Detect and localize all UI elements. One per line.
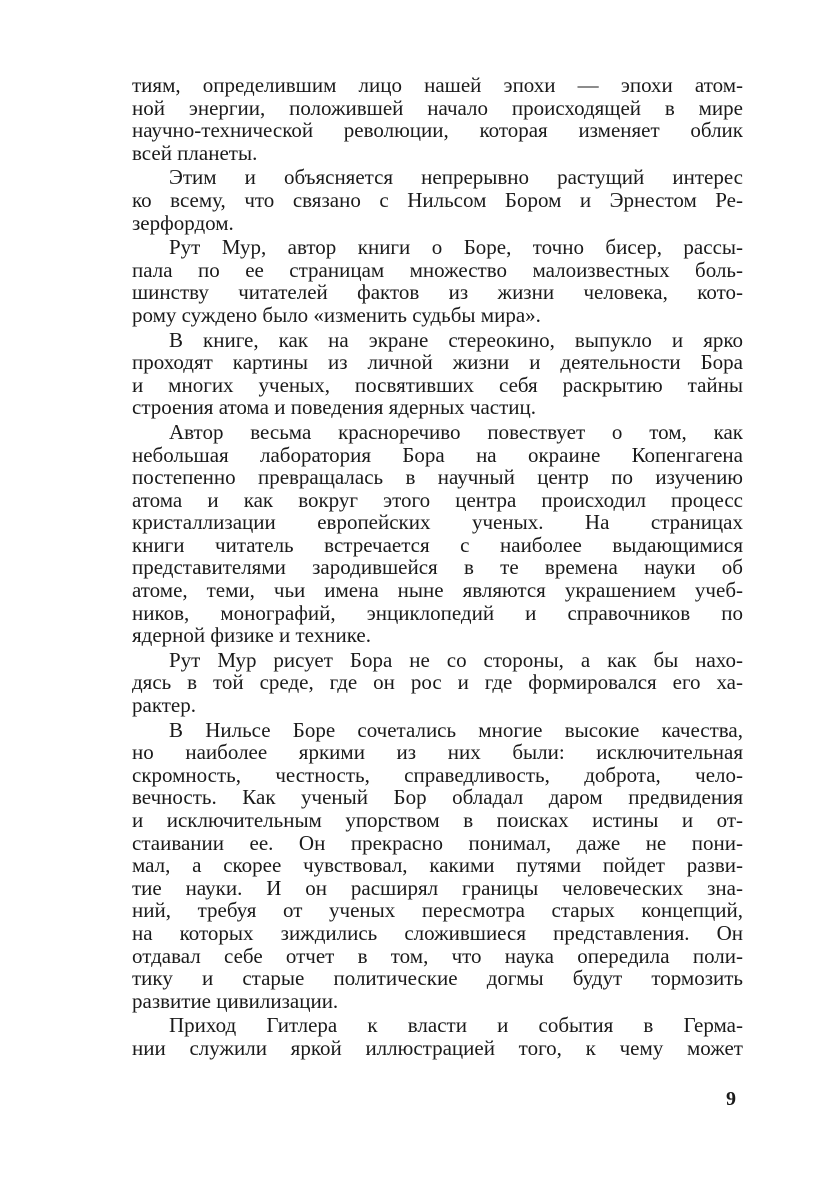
text-line: Этим и объясняется непрерывно растущий интерес	[169, 165, 743, 190]
text-line: и многих ученых, посвятивших себя раскрытию тайны	[132, 372, 743, 397]
text-line: небольшая лаборатория Бора на окраине Копенгагена	[132, 442, 743, 467]
page-body	[132, 74, 743, 1062]
text-line: ний, требуя от ученых пересмотра старых концепций,	[132, 898, 743, 923]
text-line: ядерной физике и технике.	[132, 623, 371, 648]
text-line: отдавал себе отчет в том, что наука опередила поли-	[132, 943, 743, 968]
text-line: шинству читателей фактов из жизни человека, кото-	[132, 280, 743, 305]
text-line: ной энергии, положившей начало происходящей в мире	[132, 95, 743, 120]
text-line: нии служили яркой иллюстрацией того, к чему может	[132, 1035, 743, 1060]
text-line: всей планеты.	[132, 140, 258, 165]
page-number: 9	[726, 1088, 736, 1110]
text-line: В Нильсе Боре сочетались многие высокие качества,	[169, 717, 743, 742]
text-line: вечность. Как ученый Бор обладал даром предвидения	[132, 785, 743, 810]
text-line: ников, монографий, энциклопедий и справочников по	[132, 600, 743, 625]
text-line: представителями зародившейся в те времена науки об	[132, 555, 743, 580]
text-line: Автор весьма красноречиво повествует о том, как	[169, 419, 743, 444]
text-line: В книге, как на экране стереокино, выпукло и ярко	[169, 327, 743, 352]
paragraph	[132, 649, 743, 717]
text-line: тие науки. И он расширял границы человеческих зна-	[132, 875, 743, 900]
paragraph	[132, 719, 743, 1013]
paragraph-continuation	[132, 74, 743, 164]
text-line: Приход Гитлера к власти и события в Герма-	[169, 1013, 743, 1038]
text-line: Рут Мур, автор книги о Боре, точно бисер, рассы-	[169, 235, 743, 260]
text-line: постепенно превращалась в научный центр по изучению	[132, 465, 743, 490]
text-line: и исключительным упорством в поисках истины и от-	[132, 808, 743, 832]
text-line: мал, а скорее чувствовал, какими путями пойдет разви-	[132, 853, 743, 878]
text-line: скромность, честность, справедливость, доброта, чело-	[132, 762, 743, 787]
text-line: проходят картины из личной жизни и деятельности Бора	[132, 350, 743, 375]
text-line: тиям, определившим лицо нашей эпохи — эпохи атом-	[132, 73, 743, 97]
text-line: рому суждено было «изменить судьбы мира».	[132, 302, 541, 327]
text-line: развитие цивилизации.	[132, 988, 339, 1013]
paragraph	[132, 329, 743, 419]
text-line: Рут Мур рисует Бора не со стороны, а как бы нахо-	[169, 647, 743, 672]
text-line: дясь в той среде, где он рос и где формировался его ха-	[132, 670, 743, 695]
text-line: строения атома и поведения ядерных частиц.	[132, 395, 537, 420]
text-line: книги читатель встречается с наиболее выдающимися	[132, 532, 743, 557]
text-line: на которых зиждились сложившиеся представления. Он	[132, 920, 743, 945]
text-line: пала по ее страницам множество малоизвестных боль-	[132, 257, 743, 282]
text-line: научно-технической революции, которая изменяет облик	[132, 118, 743, 143]
paragraph	[132, 236, 743, 326]
paragraph	[132, 421, 743, 647]
text-line: стаивании ее. Он прекрасно понимал, даже не пони-	[132, 830, 743, 855]
text-line: атома и как вокруг этого центра происходил процесс	[132, 487, 743, 512]
text-line: кристаллизации европейских ученых. На страницах	[132, 510, 743, 535]
paragraph	[132, 1014, 743, 1059]
paragraph	[132, 166, 743, 234]
text-line: зерфордом.	[132, 210, 234, 235]
text-line: атоме, теми, чьи имена ныне являются украшением учеб-	[132, 578, 743, 603]
text-line: но наиболее яркими из них были: исключительная	[132, 740, 743, 765]
text-line: рактер.	[132, 693, 196, 718]
text-line: тику и старые политические догмы будут тормозить	[132, 966, 743, 991]
text-line: ко всему, что связано с Нильсом Бором и Эрнестом Ре-	[132, 187, 743, 212]
